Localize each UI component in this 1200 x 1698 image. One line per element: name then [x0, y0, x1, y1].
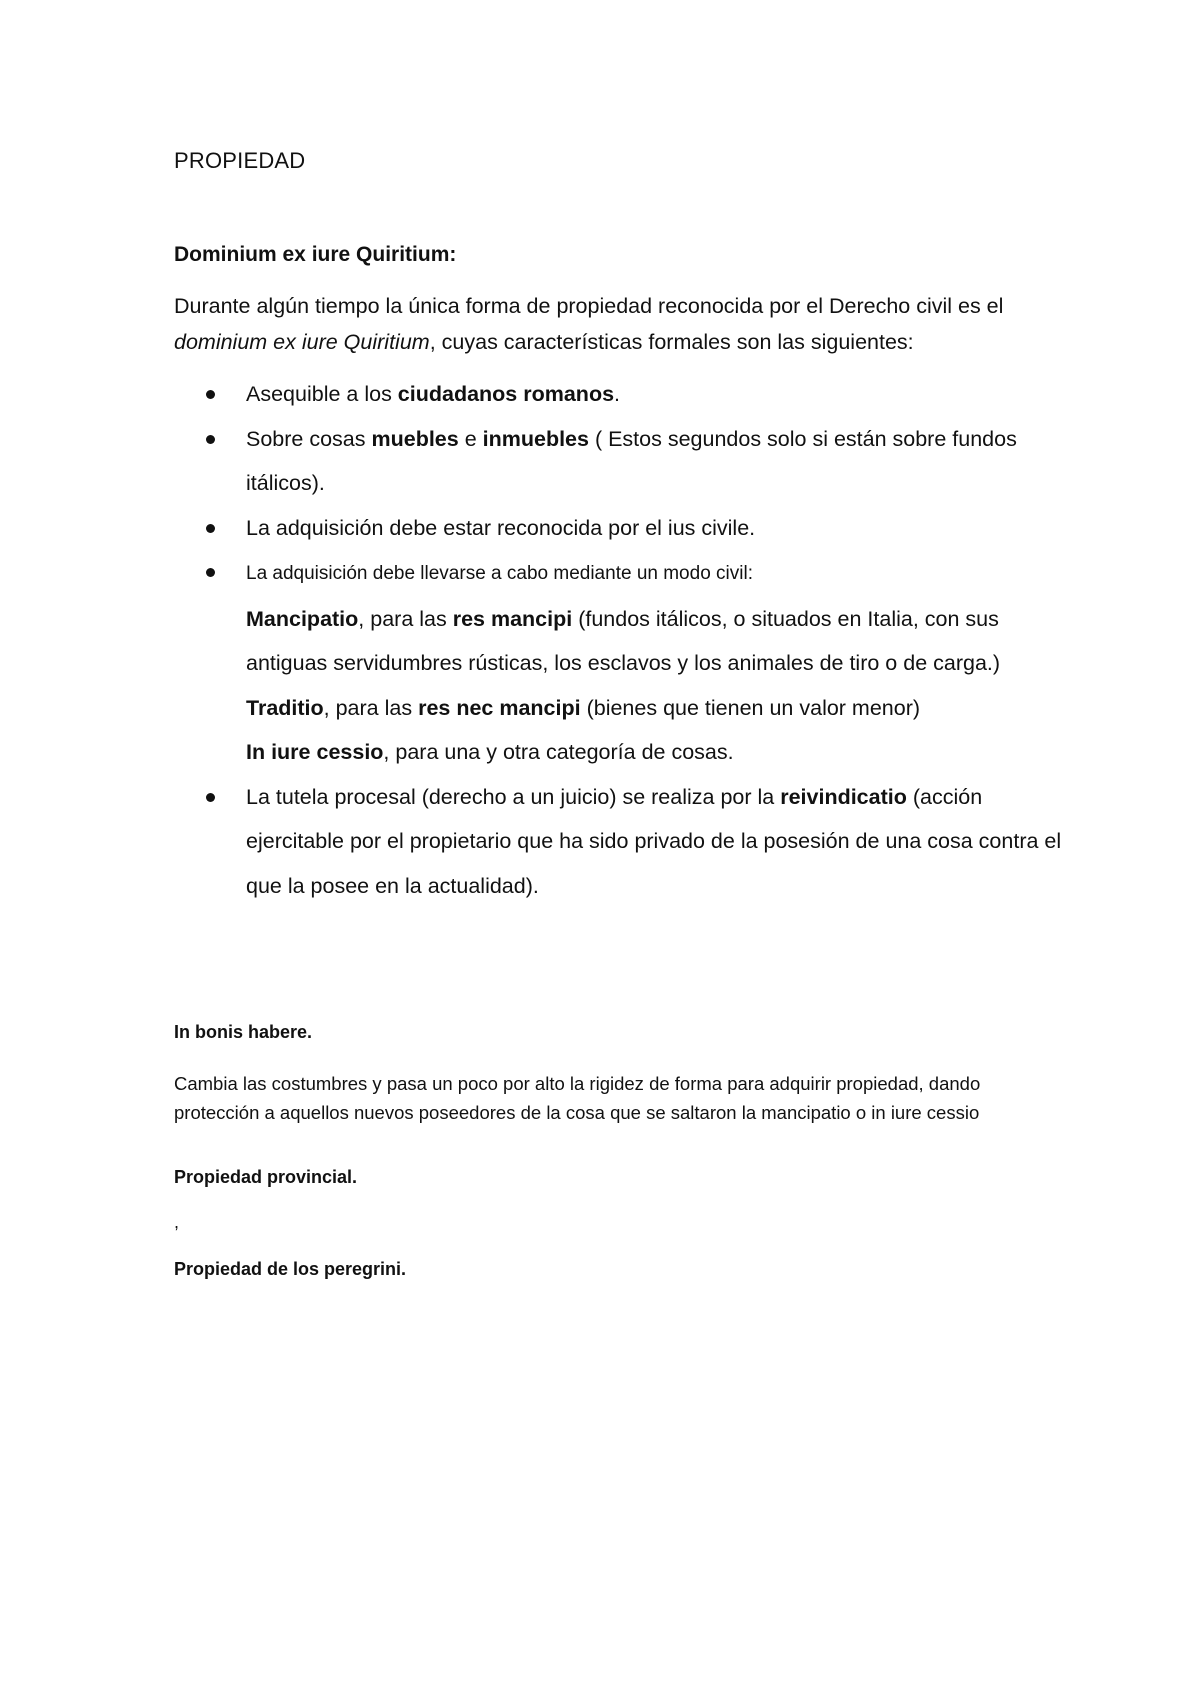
term-text: (fundos itálicos, o situados en Italia, con sus antiguas servidumbres rústicas, los esclavos y los animales de tiro o de carga.) [246, 606, 1001, 675]
bullet-text-end: . [614, 382, 621, 406]
term-text: , para las [358, 606, 453, 631]
section-heading-provincial: Propiedad provincial. [174, 1167, 358, 1187]
bullet-icon [206, 435, 215, 444]
bullet-text: La adquisición debe estar reconocida por el ius civile. [246, 515, 756, 540]
section-heading-peregrini: Propiedad de los peregrini. [174, 1259, 407, 1279]
term-bold: Mancipatio [246, 606, 359, 631]
term-bold: res nec mancipi [418, 695, 581, 720]
term-bold: res mancipi [452, 606, 573, 631]
term-text: , para una y otra categoría de cosas. [383, 740, 734, 764]
characteristics-list [174, 372, 1074, 908]
intro-text-start: Durante algún tiempo la única forma de propiedad reconocida por el Derecho civil es el [174, 294, 1004, 318]
bullet-text-end: ( Estos segundos solo si están sobre fundos itálicos). [246, 426, 1017, 495]
section-heading-dominium: Dominium ex iure Quiritium: [174, 243, 457, 266]
document-title: PROPIEDAD [174, 148, 306, 173]
bullet-icon [206, 524, 215, 533]
modo-traditio [246, 686, 1074, 731]
intro-paragraph [174, 288, 1054, 360]
list-item [174, 775, 1074, 909]
bullet-text: Asequible a los [246, 382, 398, 406]
bullet-bold: muebles [371, 426, 459, 451]
list-item [174, 417, 1074, 506]
list-item [174, 372, 1074, 417]
bullet-text: La adquisición debe llevarse a cabo mediante un modo civil: [246, 563, 753, 584]
stray-comma: , [174, 1212, 180, 1232]
bullet-icon [206, 793, 215, 802]
section-heading-in-bonis: In bonis habere. [174, 1022, 313, 1042]
modo-in-iure-cessio [246, 730, 1074, 775]
bullet-icon [206, 568, 215, 577]
term-text: (bienes que tienen un valor menor) [580, 695, 921, 720]
bullet-text-end: (acción ejercitable por el propietario que ha sido privado de la posesión de una cosa contra el que la posee en la actualidad). [246, 784, 1062, 898]
bullet-bold: inmuebles [482, 426, 589, 451]
modo-mancipatio [246, 597, 1074, 686]
list-item [174, 550, 1074, 775]
term-text: , para las [323, 695, 419, 720]
bullet-text: La tutela procesal (derecho a un juicio) se realiza por la [246, 784, 781, 809]
intro-text-italic: dominium ex iure Quiritium [174, 330, 430, 354]
intro-text-end: , cuyas características formales son las siguientes: [429, 330, 914, 354]
bullet-text: Sobre cosas [246, 426, 372, 451]
bullet-bold: ciudadanos romanos [397, 382, 615, 406]
list-item [174, 506, 1074, 551]
bullet-text-mid: e [458, 426, 483, 451]
bullet-icon [206, 390, 215, 399]
bullet-bold: reivindicatio [780, 784, 907, 809]
term-bold: In iure cessio [246, 740, 384, 764]
in-bonis-paragraph: Cambia las costumbres y pasa un poco por alto la rigidez de forma para adquirir propiedad, dando protección a aquellos nuevos poseedores de la cosa que se saltaron la mancipatio o in iure cessio [174, 1073, 981, 1123]
term-bold: Traditio [246, 695, 324, 720]
